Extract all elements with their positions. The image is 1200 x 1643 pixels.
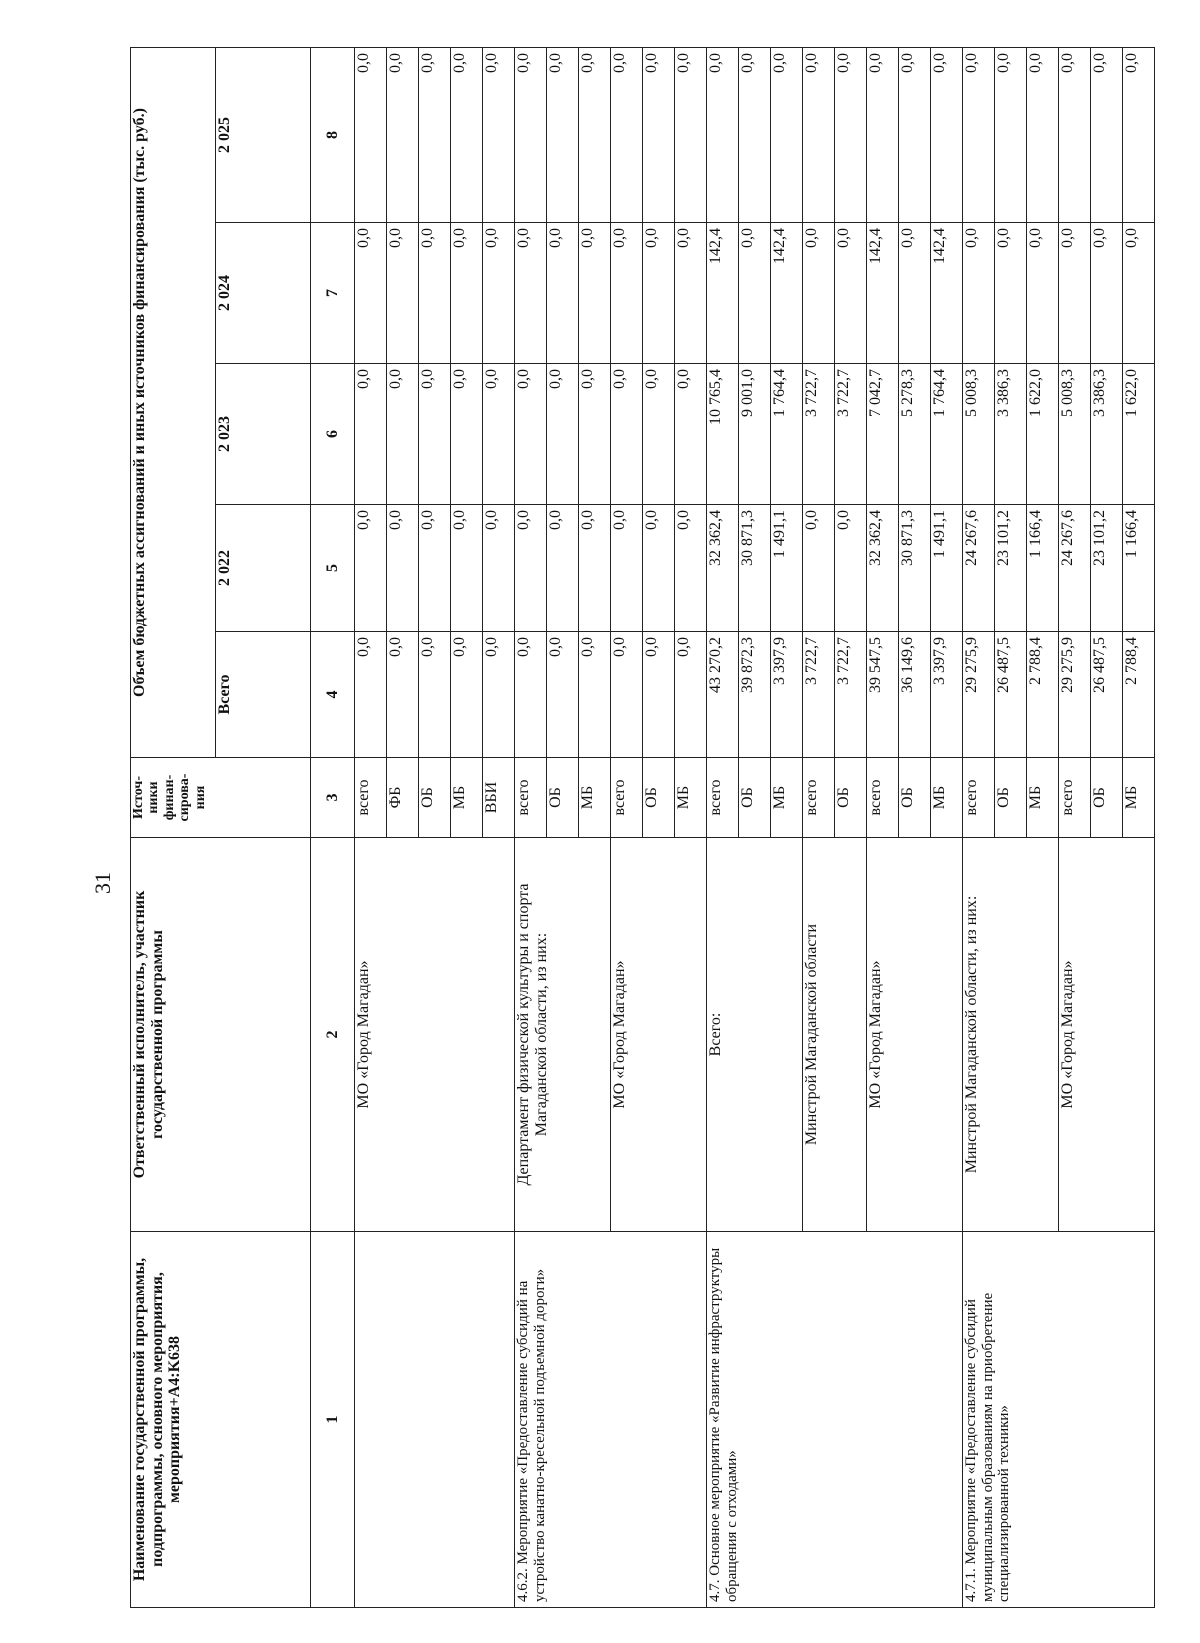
amount-cell: 2 788,4 xyxy=(1027,632,1059,758)
header-year-2023: 2 023 xyxy=(216,364,311,505)
amount-cell: 3 722,7 xyxy=(803,632,835,758)
amount-cell: 32 362,4 xyxy=(867,505,899,632)
amount-cell: 1 491,1 xyxy=(931,505,963,632)
amount-cell: 24 267,6 xyxy=(1059,505,1091,632)
amount-cell: 0,0 xyxy=(1123,47,1155,222)
amount-cell: 5 008,3 xyxy=(963,364,995,505)
amount-cell: 0,0 xyxy=(803,505,835,632)
amount-cell: 0,0 xyxy=(387,632,419,758)
executor-cell: Минстрой Магаданской области xyxy=(803,838,867,1232)
executor-cell: МО «Город Магадан» xyxy=(611,838,707,1232)
amount-cell: 1 764,4 xyxy=(771,364,803,505)
funding-source-cell: ОБ xyxy=(419,758,451,838)
amount-cell: 0,0 xyxy=(419,223,451,364)
table-row xyxy=(515,47,547,1607)
amount-cell: 0,0 xyxy=(643,47,675,222)
amount-cell: 142,4 xyxy=(931,223,963,364)
amount-cell: 24 267,6 xyxy=(963,505,995,632)
amount-cell: 0,0 xyxy=(355,223,387,364)
header-program-name: Наименование государственной программы, подпрограммы, основного мероприятия, мероприятия+A4:K638 xyxy=(131,1232,311,1608)
amount-cell: 0,0 xyxy=(835,223,867,364)
amount-cell: 0,0 xyxy=(995,47,1027,222)
amount-cell: 1 491,1 xyxy=(771,505,803,632)
amount-cell: 0,0 xyxy=(547,505,579,632)
amount-cell: 0,0 xyxy=(579,505,611,632)
amount-cell: 0,0 xyxy=(675,47,707,222)
amount-cell: 0,0 xyxy=(419,632,451,758)
funding-source-cell: всего xyxy=(1059,758,1091,838)
amount-cell: 0,0 xyxy=(739,47,771,222)
header-year-2025: 2 025 xyxy=(216,47,311,222)
amount-cell: 0,0 xyxy=(1027,47,1059,222)
header-year-2024: 2 024 xyxy=(216,223,311,364)
funding-source-cell: ОБ xyxy=(1091,758,1123,838)
amount-cell: 1 166,4 xyxy=(1123,505,1155,632)
amount-cell: 0,0 xyxy=(387,223,419,364)
funding-source-cell: МБ xyxy=(579,758,611,838)
funding-source-cell: МБ xyxy=(1123,758,1155,838)
funding-source-cell: ОБ xyxy=(835,758,867,838)
page-number: 31 xyxy=(90,872,115,894)
amount-cell: 26 487,5 xyxy=(995,632,1027,758)
funding-source-cell: всего xyxy=(867,758,899,838)
funding-source-cell: ФБ xyxy=(387,758,419,838)
amount-cell: 142,4 xyxy=(867,223,899,364)
amount-cell: 0,0 xyxy=(1059,47,1091,222)
executor-cell: МО «Город Магадан» xyxy=(355,838,515,1232)
amount-cell: 0,0 xyxy=(451,47,483,222)
table-row xyxy=(355,47,387,1607)
amount-cell: 3 722,7 xyxy=(835,632,867,758)
amount-cell: 0,0 xyxy=(611,364,643,505)
executor-cell: Минстрой Магаданской области, из них: xyxy=(963,838,1059,1232)
amount-cell: 7 042,7 xyxy=(867,364,899,505)
funding-source-cell: всего xyxy=(611,758,643,838)
funding-source-cell: ВБИ xyxy=(483,758,515,838)
funding-source-cell: всего xyxy=(707,758,739,838)
amount-cell: 0,0 xyxy=(771,47,803,222)
amount-cell: 3 722,7 xyxy=(803,364,835,505)
amount-cell: 0,0 xyxy=(707,47,739,222)
amount-cell: 0,0 xyxy=(1059,223,1091,364)
rotated-page xyxy=(130,48,1140,1608)
amount-cell: 0,0 xyxy=(835,505,867,632)
funding-source-cell: МБ xyxy=(675,758,707,838)
amount-cell: 0,0 xyxy=(419,505,451,632)
measure-name-cell: 4.7.1. Мероприятие «Предоставление субсидий муниципальным образованиям на приобретение специализированной техники» xyxy=(963,1232,1155,1608)
amount-cell: 0,0 xyxy=(643,505,675,632)
column-number: 3 xyxy=(311,758,355,838)
amount-cell: 0,0 xyxy=(451,505,483,632)
amount-cell: 0,0 xyxy=(1091,47,1123,222)
amount-cell: 0,0 xyxy=(963,47,995,222)
amount-cell: 0,0 xyxy=(931,47,963,222)
amount-cell: 23 101,2 xyxy=(995,505,1027,632)
amount-cell: 29 275,9 xyxy=(1059,632,1091,758)
amount-cell: 0,0 xyxy=(995,223,1027,364)
amount-cell: 39 872,3 xyxy=(739,632,771,758)
amount-cell: 29 275,9 xyxy=(963,632,995,758)
amount-cell: 0,0 xyxy=(547,364,579,505)
amount-cell: 1 622,0 xyxy=(1123,364,1155,505)
table-row xyxy=(707,47,739,1607)
header-total: Всего xyxy=(216,632,311,758)
column-number: 7 xyxy=(311,223,355,364)
funding-source-cell: МБ xyxy=(931,758,963,838)
amount-cell: 23 101,2 xyxy=(1091,505,1123,632)
amount-cell: 0,0 xyxy=(899,47,931,222)
amount-cell: 142,4 xyxy=(771,223,803,364)
amount-cell: 10 765,4 xyxy=(707,364,739,505)
table-row xyxy=(963,47,995,1607)
measure-name-cell: 4.7. Основное мероприятие «Развитие инфраструктуры обращения с отходами» xyxy=(707,1232,963,1608)
amount-cell: 0,0 xyxy=(451,223,483,364)
amount-cell: 0,0 xyxy=(483,223,515,364)
amount-cell: 0,0 xyxy=(579,632,611,758)
amount-cell: 39 547,5 xyxy=(867,632,899,758)
amount-cell: 0,0 xyxy=(387,47,419,222)
amount-cell: 1 622,0 xyxy=(1027,364,1059,505)
amount-cell: 0,0 xyxy=(387,364,419,505)
amount-cell: 0,0 xyxy=(419,364,451,505)
amount-cell: 30 871,3 xyxy=(899,505,931,632)
amount-cell: 0,0 xyxy=(515,505,547,632)
amount-cell: 0,0 xyxy=(355,47,387,222)
amount-cell: 0,0 xyxy=(579,223,611,364)
amount-cell: 0,0 xyxy=(1123,223,1155,364)
column-number: 6 xyxy=(311,364,355,505)
amount-cell: 0,0 xyxy=(611,632,643,758)
funding-source-cell: всего xyxy=(803,758,835,838)
amount-cell: 5 008,3 xyxy=(1059,364,1091,505)
amount-cell: 36 149,6 xyxy=(899,632,931,758)
amount-cell: 0,0 xyxy=(387,505,419,632)
funding-source-cell: всего xyxy=(355,758,387,838)
amount-cell: 0,0 xyxy=(355,505,387,632)
header-funding-source: Источ-ники финан-сирова-ния xyxy=(131,758,311,838)
amount-cell: 0,0 xyxy=(643,364,675,505)
amount-cell: 0,0 xyxy=(611,505,643,632)
amount-cell: 0,0 xyxy=(355,632,387,758)
amount-cell: 3 722,7 xyxy=(835,364,867,505)
funding-source-cell: ОБ xyxy=(643,758,675,838)
amount-cell: 0,0 xyxy=(643,632,675,758)
amount-cell: 0,0 xyxy=(419,47,451,222)
measure-name-cell xyxy=(355,1232,515,1608)
amount-cell: 0,0 xyxy=(739,223,771,364)
amount-cell: 0,0 xyxy=(515,47,547,222)
funding-source-cell: всего xyxy=(963,758,995,838)
amount-cell: 0,0 xyxy=(579,364,611,505)
header-year-2022: 2 022 xyxy=(216,505,311,632)
amount-cell: 0,0 xyxy=(355,364,387,505)
amount-cell: 0,0 xyxy=(515,364,547,505)
amount-cell: 0,0 xyxy=(899,223,931,364)
amount-cell: 3 386,3 xyxy=(995,364,1027,505)
amount-cell: 9 001,0 xyxy=(739,364,771,505)
amount-cell: 3 386,3 xyxy=(1091,364,1123,505)
amount-cell: 0,0 xyxy=(675,364,707,505)
column-number: 4 xyxy=(311,632,355,758)
measure-name-cell: 4.6.2. Мероприятие «Предоставление субсидий на устройство канатно-кресельной подъемной дороги» xyxy=(515,1232,707,1608)
amount-cell: 0,0 xyxy=(483,505,515,632)
amount-cell: 0,0 xyxy=(547,223,579,364)
amount-cell: 0,0 xyxy=(675,223,707,364)
amount-cell: 0,0 xyxy=(451,364,483,505)
funding-source-cell: ОБ xyxy=(995,758,1027,838)
funding-source-cell: МБ xyxy=(771,758,803,838)
column-number: 8 xyxy=(311,47,355,222)
funding-source-cell: ОБ xyxy=(739,758,771,838)
amount-cell: 3 397,9 xyxy=(931,632,963,758)
table-body xyxy=(311,47,1155,1607)
amount-cell: 0,0 xyxy=(483,47,515,222)
amount-cell: 0,0 xyxy=(643,223,675,364)
amount-cell: 0,0 xyxy=(515,223,547,364)
amount-cell: 1 166,4 xyxy=(1027,505,1059,632)
amount-cell: 0,0 xyxy=(611,47,643,222)
amount-cell: 5 278,3 xyxy=(899,364,931,505)
amount-cell: 0,0 xyxy=(483,364,515,505)
amount-cell: 26 487,5 xyxy=(1091,632,1123,758)
column-numbers-row xyxy=(311,47,355,1607)
executor-cell: Всего: xyxy=(707,838,803,1232)
amount-cell: 32 362,4 xyxy=(707,505,739,632)
column-number: 2 xyxy=(311,838,355,1232)
amount-cell: 3 397,9 xyxy=(771,632,803,758)
header-budget-group: Объем бюджетных ассигнований и иных источников финансирования (тыс. руб.) xyxy=(131,47,216,757)
funding-source-cell: МБ xyxy=(1027,758,1059,838)
amount-cell: 0,0 xyxy=(611,223,643,364)
amount-cell: 0,0 xyxy=(515,632,547,758)
header-executor: Ответственный исполнитель, участник государственной программы xyxy=(131,838,311,1232)
funding-source-cell: МБ xyxy=(451,758,483,838)
amount-cell: 2 788,4 xyxy=(1123,632,1155,758)
amount-cell: 0,0 xyxy=(963,223,995,364)
amount-cell: 0,0 xyxy=(803,223,835,364)
amount-cell: 0,0 xyxy=(547,632,579,758)
amount-cell: 0,0 xyxy=(867,47,899,222)
amount-cell: 0,0 xyxy=(547,47,579,222)
amount-cell: 0,0 xyxy=(1091,223,1123,364)
amount-cell: 43 270,2 xyxy=(707,632,739,758)
column-number: 5 xyxy=(311,505,355,632)
column-number: 1 xyxy=(311,1232,355,1608)
executor-cell: МО «Город Магадан» xyxy=(867,838,963,1232)
amount-cell: 1 764,4 xyxy=(931,364,963,505)
funding-source-cell: всего xyxy=(515,758,547,838)
funding-source-cell: ОБ xyxy=(899,758,931,838)
amount-cell: 0,0 xyxy=(1027,223,1059,364)
funding-source-cell: ОБ xyxy=(547,758,579,838)
amount-cell: 0,0 xyxy=(579,47,611,222)
amount-cell: 0,0 xyxy=(451,632,483,758)
amount-cell: 0,0 xyxy=(803,47,835,222)
executor-cell: МО «Город Магадан» xyxy=(1059,838,1155,1232)
amount-cell: 0,0 xyxy=(483,632,515,758)
amount-cell: 142,4 xyxy=(707,223,739,364)
amount-cell: 30 871,3 xyxy=(739,505,771,632)
executor-cell: Департамент физической культуры и спорта Магаданской области, из них: xyxy=(515,838,611,1232)
amount-cell: 0,0 xyxy=(675,632,707,758)
amount-cell: 0,0 xyxy=(835,47,867,222)
budget-table xyxy=(130,47,1155,1608)
amount-cell: 0,0 xyxy=(675,505,707,632)
